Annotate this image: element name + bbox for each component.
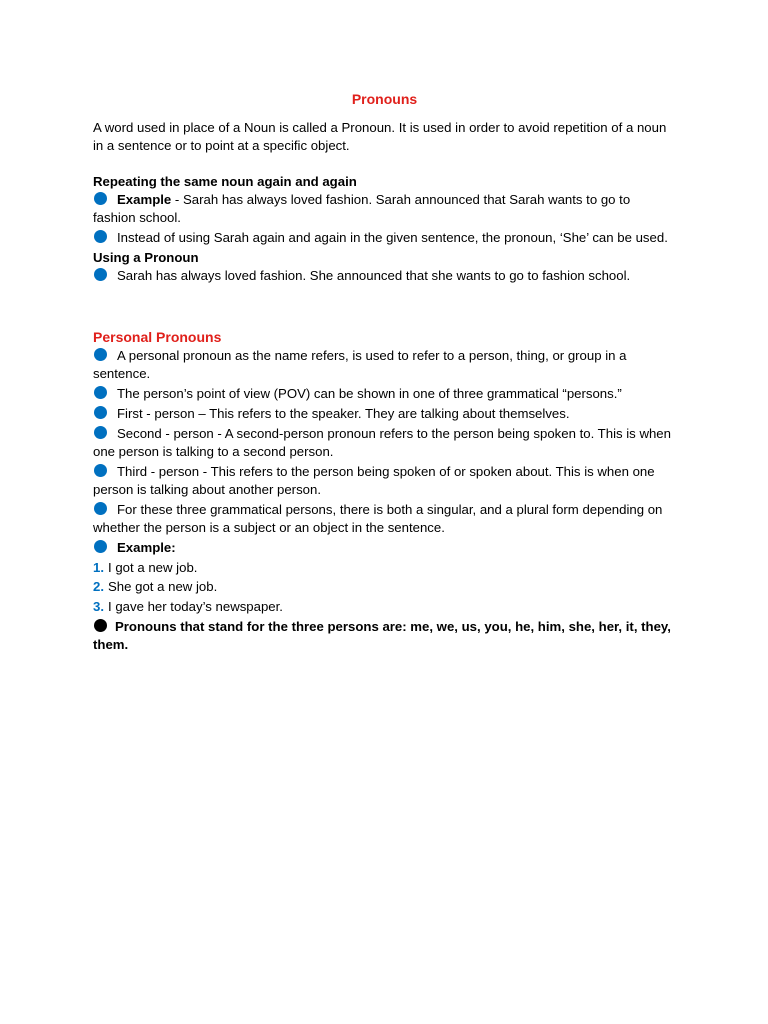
item-number: 1. [93, 559, 104, 575]
intro-paragraph: A word used in place of a Noun is called a Pronoun. It is used in order to avoid repetition of a noun in a sentence or to point at a specific object. [93, 120, 667, 154]
bullet-icon [94, 619, 107, 632]
page-title: Pronouns [351, 91, 418, 107]
numbered-item [93, 598, 676, 616]
bullet-icon [94, 192, 107, 205]
instead-text: Instead of using Sarah again and again in the given sentence, the pronoun, ‘She’ can be used. [117, 229, 668, 245]
using-heading: Using a Pronoun [93, 249, 199, 265]
repeating-heading: Repeating the same noun again and again [93, 173, 357, 189]
list-item-text: Third - person - This refers to the person being spoken of or spoken about. This is when one person is talking about another person. [93, 463, 655, 497]
item-number: 2. [93, 579, 104, 595]
bullet-icon [94, 540, 107, 553]
bullet-icon [94, 230, 107, 243]
example-label: Example: [117, 539, 176, 555]
final-statement [93, 618, 676, 655]
final-text: Pronouns that stand for the three persons are: me, we, us, you, he, him, she, her, it, they, them. [93, 619, 671, 653]
numbered-item [93, 578, 676, 596]
list-item-text: The person’s point of view (POV) can be shown in one of three grammatical “persons.” [117, 385, 622, 401]
using-example [93, 267, 676, 285]
bullet-icon [94, 502, 107, 515]
example-text: - Sarah has always loved fashion. Sarah announced that Sarah wants to go to fashion school. [93, 191, 631, 226]
list-item-text: A personal pronoun as the name refers, is used to refer to a person, thing, or group in a sentence. [93, 347, 627, 382]
example-label: Example [117, 191, 172, 207]
list-item [93, 385, 676, 403]
bullet-icon [94, 386, 107, 399]
list-item [93, 347, 676, 384]
list-item [93, 501, 676, 538]
numbered-item-text: I gave her today’s newspaper. [108, 599, 283, 615]
numbered-item [93, 559, 676, 577]
list-item [93, 425, 676, 462]
personal-heading: Personal Pronouns [93, 328, 222, 345]
repeating-example [93, 191, 676, 228]
spacer [93, 287, 676, 327]
list-item-text: Second - person - A second-person pronoun refers to the person being spoken to. This is when one person is talking to a second person. [93, 425, 671, 459]
personal-example [93, 539, 676, 557]
item-number: 3. [93, 599, 104, 615]
list-item [93, 463, 676, 500]
spacer [93, 156, 676, 173]
bullet-icon [94, 268, 107, 281]
bullet-icon [94, 406, 107, 419]
bullet-icon [94, 464, 107, 477]
repeating-instead [93, 229, 676, 247]
using-text: Sarah has always loved fashion. She announced that she wants to go to fashion school. [117, 268, 631, 284]
numbered-list [93, 559, 676, 617]
list-item-text: For these three grammatical persons, there is both a singular, and a plural form depending on whether the person is a subject or an object in the sentence. [93, 501, 663, 536]
numbered-item-text: I got a new job. [108, 559, 198, 575]
numbered-item-text: She got a new job. [108, 579, 218, 595]
list-item-text: First - person – This refers to the speaker. They are talking about themselves. [117, 405, 570, 421]
bullet-icon [94, 348, 107, 361]
bullet-icon [94, 426, 107, 439]
personal-list [93, 347, 676, 537]
list-item [93, 405, 676, 423]
